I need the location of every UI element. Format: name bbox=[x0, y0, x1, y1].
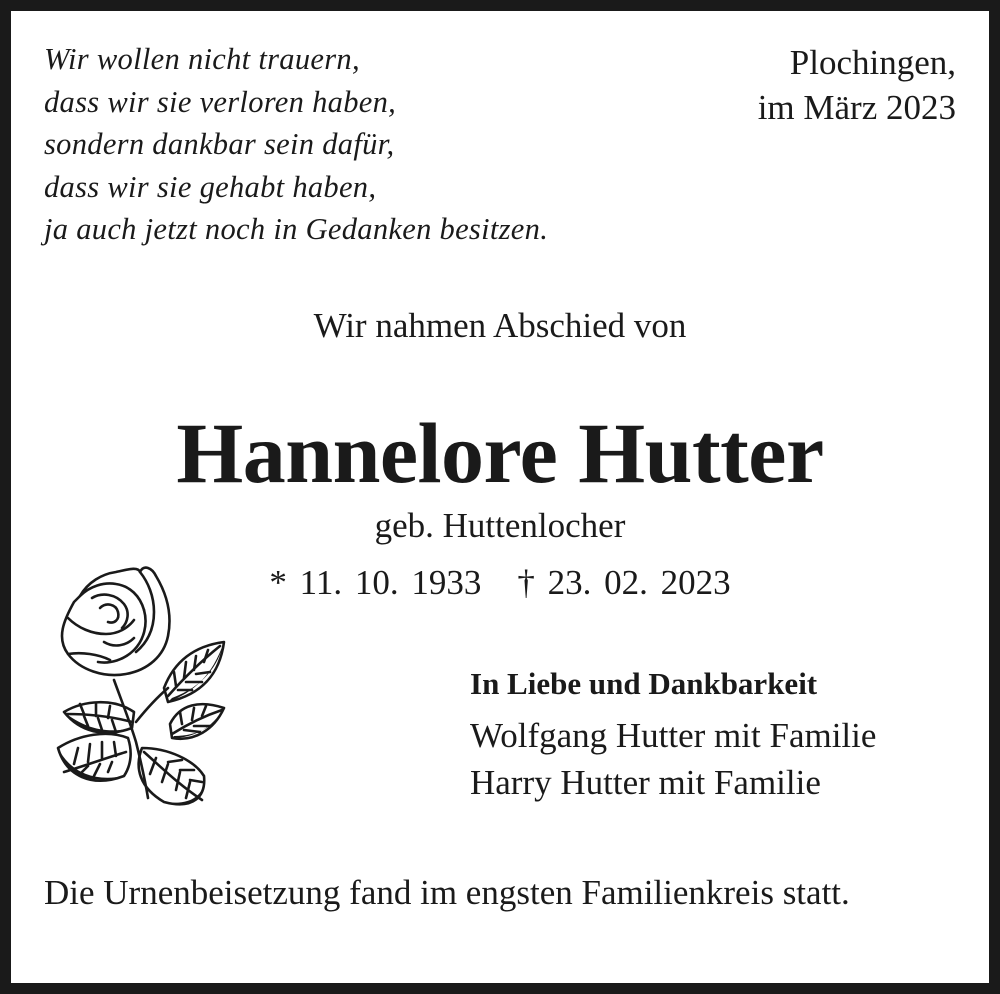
maiden-name: geb. Huttenlocher bbox=[374, 506, 626, 545]
place-and-date bbox=[758, 40, 956, 130]
family-member: Wolfgang Hutter mit Familie bbox=[470, 716, 877, 755]
rose-icon bbox=[44, 562, 234, 812]
poem-line: dass wir sie gehabt haben, bbox=[44, 169, 377, 204]
poem-line: ja auch jetzt noch in Gedanken besitzen. bbox=[44, 212, 549, 246]
farewell-intro: Wir nahmen Abschied von bbox=[313, 306, 687, 345]
burial-notice: Die Urnenbeisetzung fand im engsten Familienkreis statt. bbox=[44, 873, 850, 912]
poem-line: dass wir sie verloren haben, bbox=[44, 84, 397, 119]
place-date: im März 2023 bbox=[757, 88, 956, 127]
family-heading: In Liebe und Dankbarkeit bbox=[470, 666, 818, 701]
poem-line: sondern dankbar sein dafür, bbox=[44, 127, 395, 161]
family-member: Harry Hutter mit Familie bbox=[470, 763, 821, 802]
death-date: † 23. 02. 2023 bbox=[517, 563, 731, 602]
deceased-name: Hannelore Hutter bbox=[176, 405, 824, 501]
birth-date: * 11. 10. 1933 bbox=[269, 563, 482, 602]
poem bbox=[44, 38, 548, 251]
family-signature bbox=[470, 662, 876, 806]
place-city: Plochingen, bbox=[789, 43, 956, 82]
poem-line: Wir wollen nicht trauern, bbox=[44, 42, 360, 76]
